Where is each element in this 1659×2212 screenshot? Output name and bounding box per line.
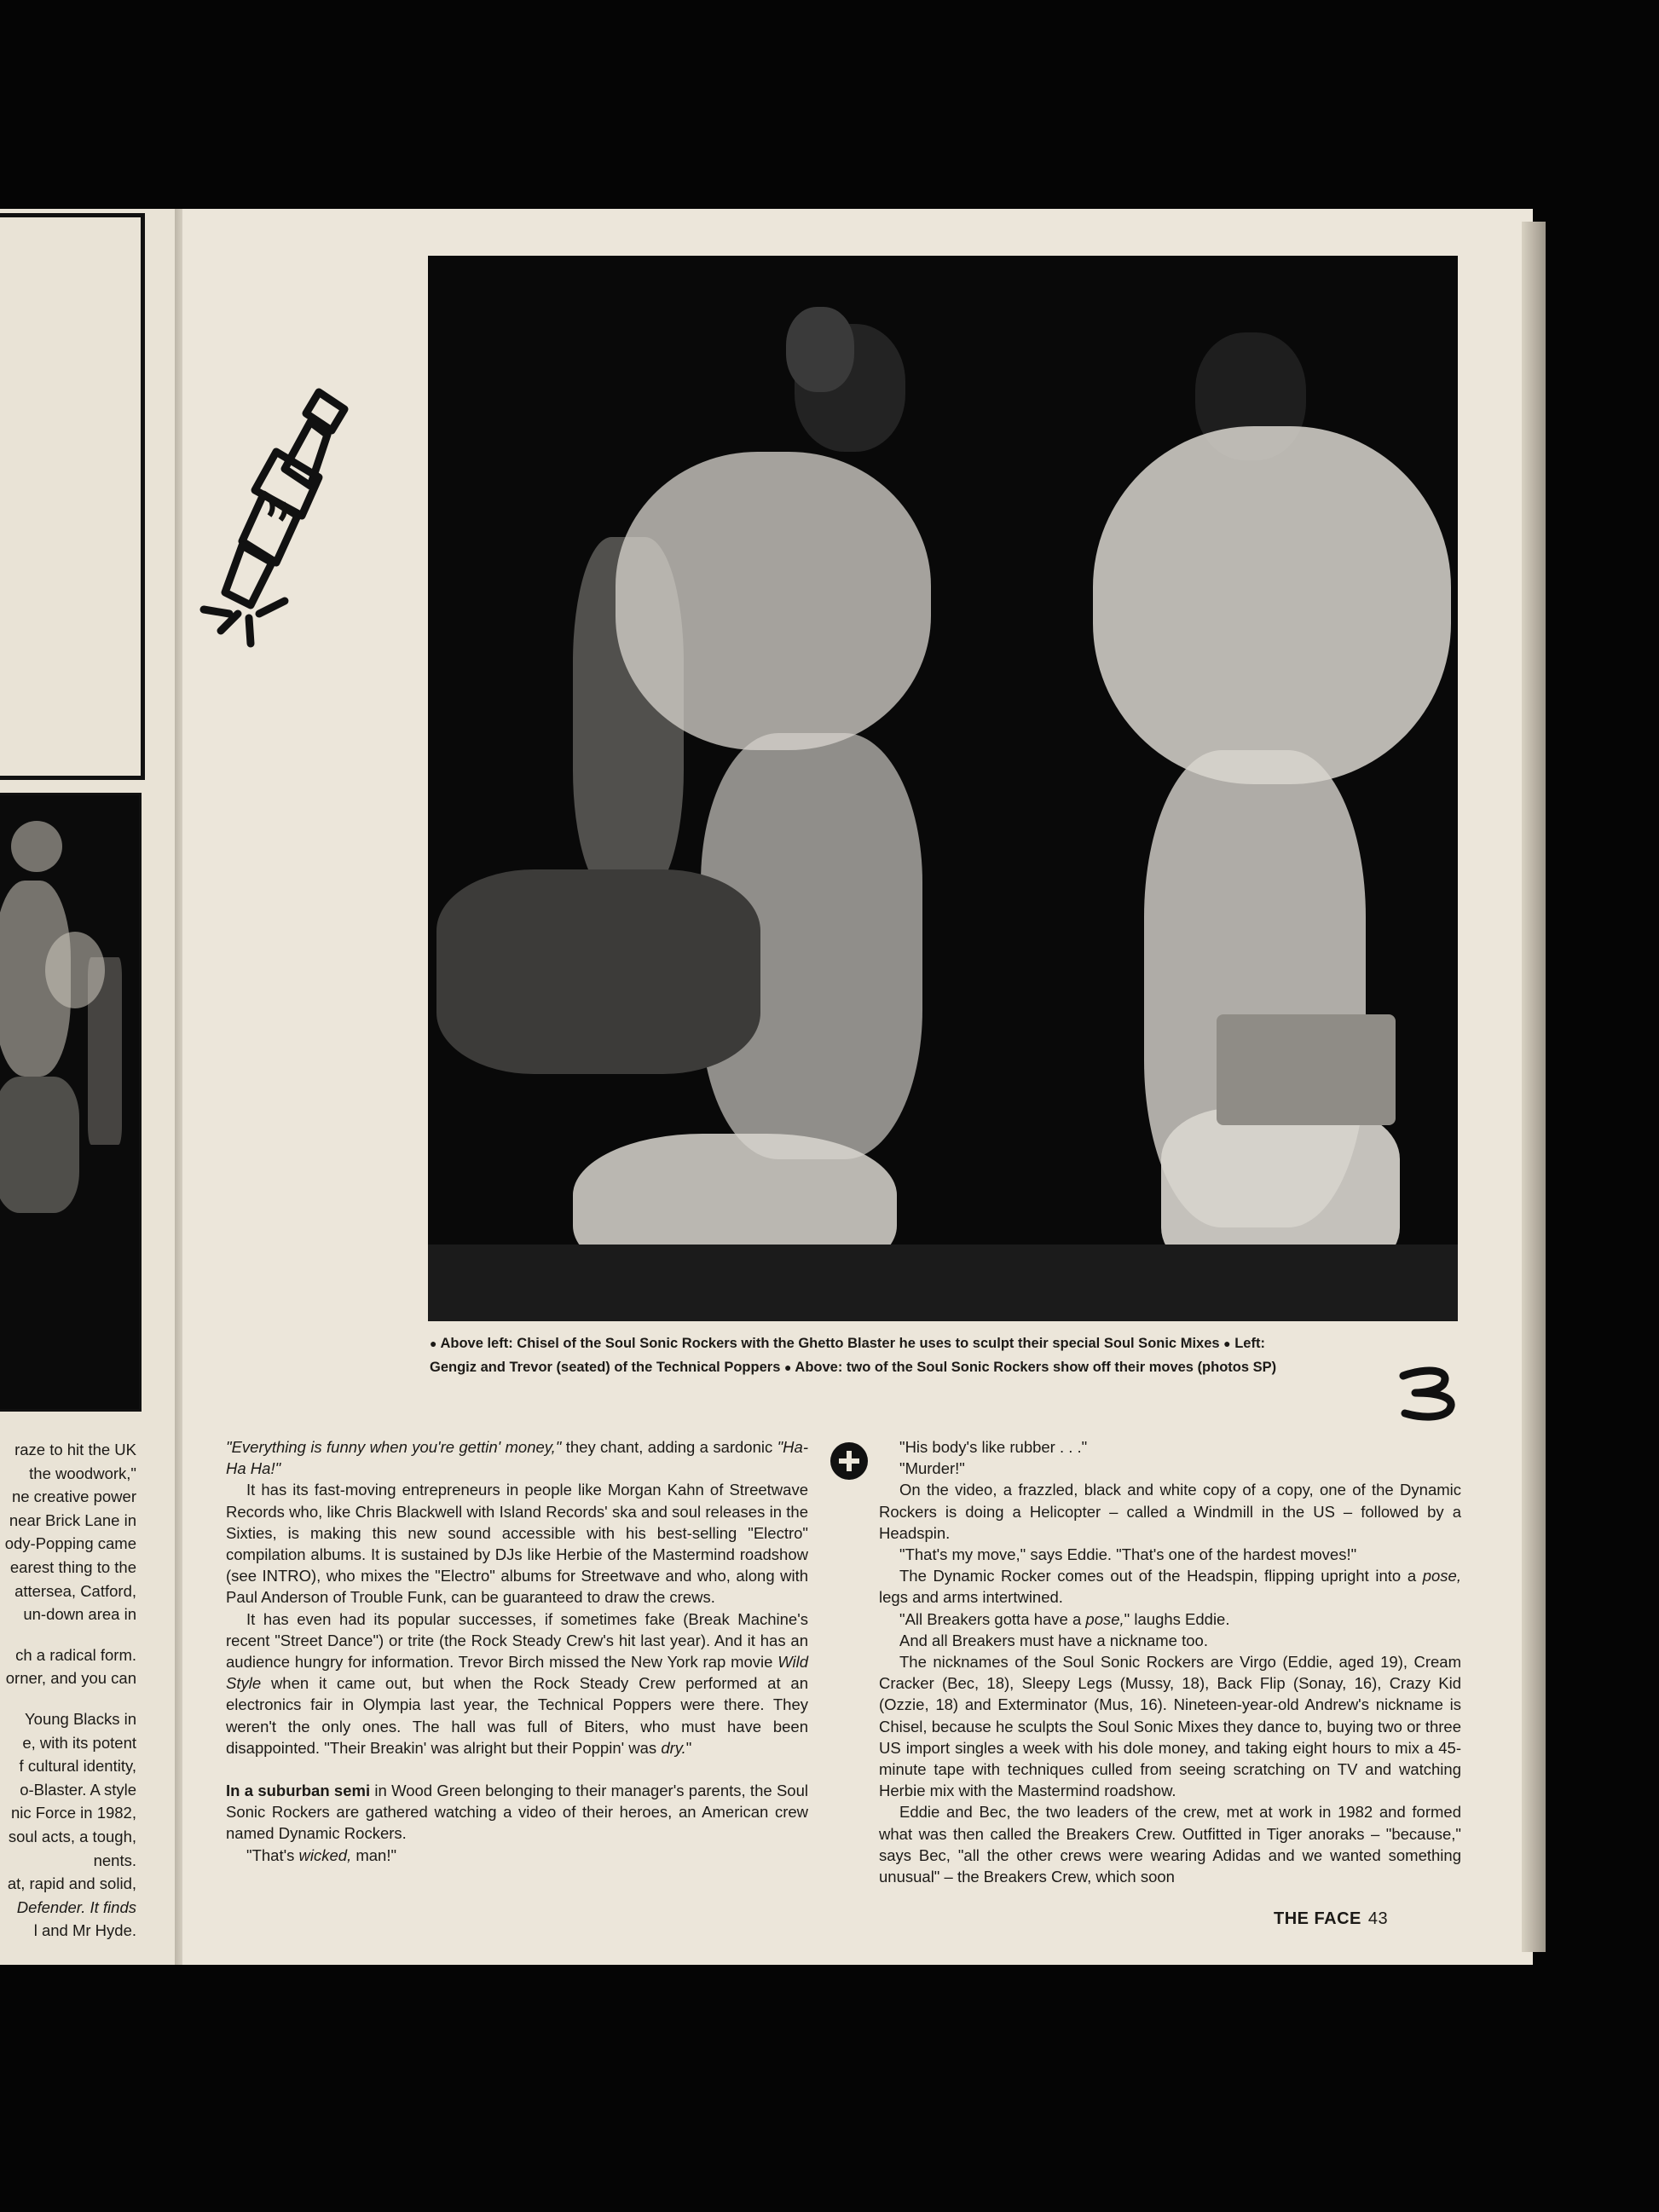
spark-plug-icon: [191, 358, 361, 673]
paragraph: "His body's like rubber . . .": [899, 1438, 1088, 1456]
bullet-icon: ●: [430, 1337, 437, 1350]
caption-text: Left:: [1234, 1336, 1265, 1351]
page-folio: [1274, 1909, 1388, 1929]
left-line: Defender. It finds: [16, 1897, 136, 1916]
left-line: attersea, Catford,: [14, 1581, 136, 1600]
left-line: nic Force in 1982,: [10, 1804, 136, 1822]
left-line: the woodwork,": [29, 1464, 136, 1482]
left-line: f cultural identity,: [19, 1757, 136, 1776]
paragraph: "That's wicked, man!": [246, 1845, 397, 1864]
hand-drawn-3-icon: [1396, 1364, 1465, 1424]
caption-text: Gengiz and Trevor (seated) of the Technical Poppers: [430, 1360, 781, 1375]
text-column-left: [226, 1436, 808, 1866]
left-line: orner, and you can: [5, 1669, 136, 1688]
page-edge: [1522, 222, 1546, 1952]
paragraph: "That's my move," says Eddie. "That's one of the hardest moves!": [899, 1545, 1357, 1564]
left-line: ne creative power: [11, 1487, 136, 1506]
caption-text: Above: two of the Soul Sonic Rockers show off their moves (photos SP): [795, 1360, 1277, 1375]
left-page-text-column: [0, 1438, 136, 1943]
left-page: [0, 209, 182, 1965]
paragraph: The Dynamic Rocker comes out of the Headspin, flipping upright into a pose, legs and arms intertwined.: [879, 1567, 1461, 1607]
plus-circle-icon: [830, 1442, 868, 1480]
paragraph: "Murder!": [899, 1459, 965, 1478]
left-line: un-down area in: [23, 1605, 136, 1624]
bullet-icon: ●: [783, 1360, 792, 1374]
left-line: o-Blaster. A style: [20, 1780, 136, 1799]
magazine-title: THE FACE: [1274, 1909, 1361, 1928]
left-page-photo: [0, 793, 142, 1412]
paragraph: It has its fast-moving entrepreneurs in people like Morgan Kahn of Streetwave Records who, like Chris Blackwell with Island Records' ska and soul releases in the Sixties, is making this new sound accessible with his best-selling "Electro" compilation albums. It is sustained by DJs like Herbie of the Mastermind roadshow (see INTRO), who mixes the "Electro" albums for Streetwave and who, along with Paul Anderson of Trouble Funk, can be guaranteed to draw the crews.: [226, 1481, 808, 1607]
right-page: [182, 209, 1533, 1965]
caption-line-2: [430, 1355, 1470, 1379]
left-line: ody-Popping came: [4, 1534, 136, 1553]
paragraph: "All Breakers gotta have a pose," laughs Eddie.: [899, 1609, 1230, 1628]
bullet-icon: ●: [1223, 1337, 1231, 1350]
left-line: soul acts, a tough,: [8, 1827, 136, 1845]
paragraph: On the video, a frazzled, black and white copy of a copy, one of the Dynamic Rockers is doing a Helicopter – called a Windmill in the US – followed by a Headspin.: [879, 1481, 1461, 1542]
left-line: near Brick Lane in: [9, 1510, 136, 1529]
photo-caption: [430, 1331, 1470, 1379]
left-line: e, with its potent: [22, 1733, 136, 1752]
left-line: nents.: [93, 1851, 136, 1869]
left-line: ch a radical form.: [15, 1645, 136, 1664]
left-line: l and Mr Hyde.: [33, 1921, 136, 1940]
paragraph: The nicknames of the Soul Sonic Rockers are Virgo (Eddie, aged 19), Cream Cracker (Bec, 18), Sleepy Legs (Mussy, 18), Back Flip (Sonay, 16), Crazy Kid (Ozzie, 18) and Exterminator (Mus, 16). Nineteen-year-old Andrew's nickname is Chisel, because he sculpts the Soul Sonic Mixes they dance to, buying two or three US import singles a week with his dole money, and taking eight hours to mix a 45-minute tape with techniques culled from seeing scratching on TV and watching Herbie mix with the Mastermind roadshow.: [879, 1653, 1461, 1800]
left-line: Young Blacks in: [25, 1709, 136, 1728]
paragraph: In a suburban semi in Wood Green belonging to their manager's parents, the Soul Sonic Rockers are gathered watching a video of their heroes, an American crew named Dynamic Rockers.: [226, 1782, 808, 1843]
left-line: raze to hit the UK: [14, 1441, 136, 1458]
paragraph: "Everything is funny when you're gettin' money," they chant, adding a sardonic "Ha-Ha Ha!": [226, 1438, 808, 1478]
paragraph: And all Breakers must have a nickname too.: [899, 1631, 1208, 1649]
main-photo: [428, 256, 1458, 1321]
page-number: 43: [1367, 1909, 1389, 1928]
paragraph: Eddie and Bec, the two leaders of the crew, met at work in 1982 and formed what was then called the Breakers Crew. Outfitted in Tiger anoraks – "because," says Bec, "all the other crews were wearing Adidas and we wanted something unusual" – the Breakers Crew, which soon: [879, 1803, 1461, 1886]
left-line: at, rapid and solid,: [7, 1874, 136, 1893]
text-column-right: [879, 1436, 1461, 1887]
caption-text: Above left: Chisel of the Soul Sonic Rockers with the Ghetto Blaster he uses to sculpt their special Soul Sonic Mixes: [440, 1336, 1220, 1351]
caption-line-1: [430, 1331, 1470, 1355]
left-page-boxed-panel: [0, 213, 145, 780]
left-line: earest thing to the: [9, 1557, 136, 1576]
paragraph: It has even had its popular successes, if sometimes fake (Break Machine's recent "Street Dance") or trite (the Rock Steady Crew's hit last year). And it has an audience hungry for information. Trevor Birch missed the New York rap movie Wild Style when it came out, but when the Rock Steady Crew performed at an electronics fair in Olympia last year, the Technical Poppers were there. They weren't the only ones. The hall was full of Biters, who must have been disappointed. "Their Breakin' was alright but their Poppin' was dry.": [226, 1609, 808, 1757]
